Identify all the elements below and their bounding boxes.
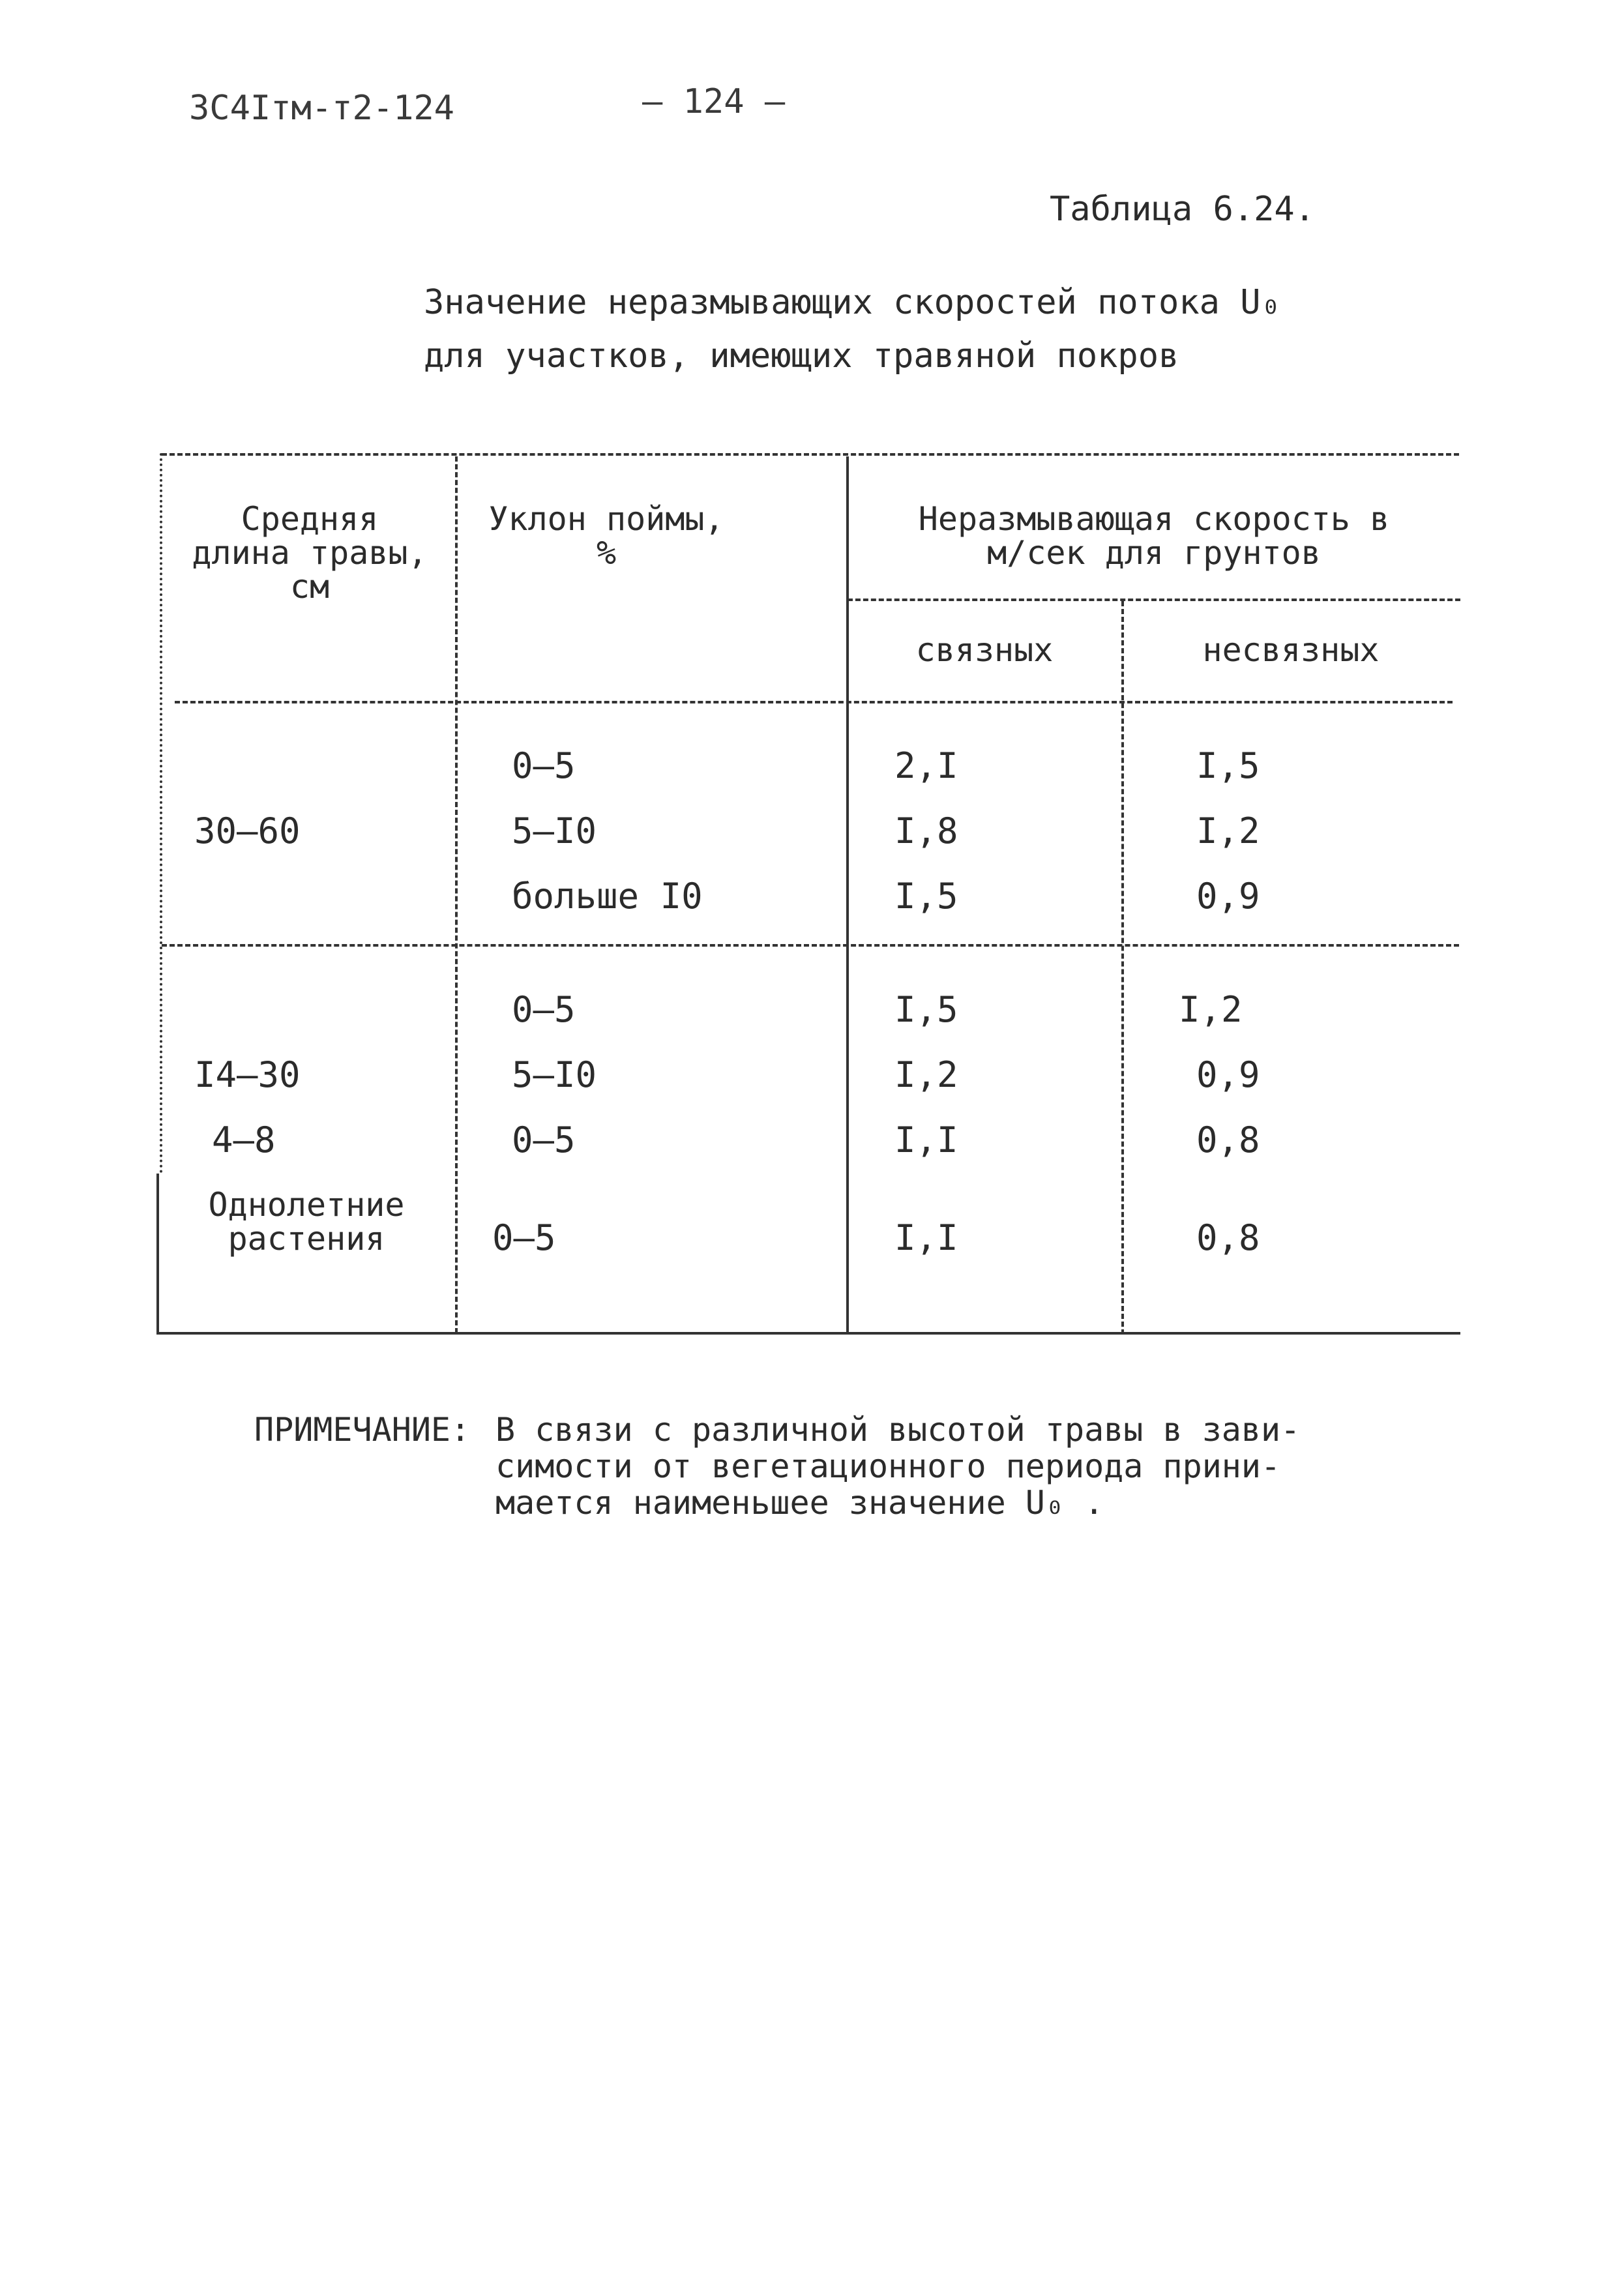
row-2-noncohesive: I,2 [1196, 810, 1260, 851]
note-label: ПРИМЕЧАНИЕ: [254, 1411, 471, 1449]
row-7-noncohesive: 0,8 [1196, 1217, 1260, 1258]
row-7-cohesive: I,I [894, 1217, 958, 1258]
row-5-cohesive: I,2 [894, 1054, 958, 1095]
row-3-cohesive: I,5 [894, 876, 958, 917]
row-7-grass-length: Однолетние растения [208, 1186, 405, 1258]
header-noncohesive: несвязных [1202, 631, 1380, 669]
row-4-noncohesive: I,2 [1179, 989, 1243, 1030]
row-2-cohesive: I,8 [894, 810, 958, 851]
row-6-noncohesive: 0,8 [1196, 1119, 1260, 1160]
column-divider-2 [846, 456, 849, 1333]
header-floodplain-slope: Уклон поймы, % [488, 500, 724, 572]
table-bottom-rule [156, 1332, 1460, 1335]
note-line-1: В связи с различной высотой травы в зави- [495, 1411, 1301, 1449]
row-4-cohesive: I,5 [894, 989, 958, 1030]
row-4-slope: 0–5 [512, 989, 576, 1030]
row-3-slope: больше I0 [512, 876, 703, 917]
row-6-grass-length: 4–8 [212, 1119, 276, 1160]
row-7-slope: 0–5 [492, 1217, 556, 1258]
subheader-rule [848, 599, 1460, 601]
row-6-slope: 0–5 [512, 1119, 576, 1160]
table-number: Таблица 6.24. [1050, 190, 1315, 229]
table-caption-line-1: Значение неразмывающих скоростей потока U₀ [424, 283, 1281, 322]
row-5-slope: 5–I0 [512, 1054, 597, 1095]
column-divider-3 [1121, 601, 1124, 1335]
note-line-3: мается наименьшее значение U₀ . [495, 1484, 1104, 1522]
row-3-noncohesive: 0,9 [1196, 876, 1260, 917]
note-line-2: симости от вегетационного периода прини- [495, 1447, 1281, 1485]
row-2-slope: 5–I0 [512, 810, 597, 851]
row-1-slope: 0–5 [512, 745, 576, 786]
table-top-rule [162, 453, 1459, 456]
page-number: – 124 – [642, 82, 786, 121]
column-divider-1 [455, 456, 458, 1333]
left-border-lower [156, 1174, 159, 1333]
header-velocity: Неразмывающая скорость в м/сек для грунтов [918, 500, 1390, 572]
row-5-noncohesive: 0,9 [1196, 1054, 1260, 1095]
header-grass-length: Средняя длина травы, см [192, 500, 428, 606]
row-6-cohesive: I,I [894, 1119, 958, 1160]
left-border-upper [160, 453, 162, 1174]
group-separator-rule [162, 944, 1459, 947]
row-5-grass-length: I4–30 [194, 1054, 301, 1095]
document-code: 3С4Iтм-т2-124 [189, 89, 454, 128]
header-cohesive: связных [915, 631, 1054, 669]
table-caption-line-2: для участков, имеющих травяной покров [424, 336, 1179, 376]
row-1-cohesive: 2,I [894, 745, 958, 786]
group-1-grass-length: 30–60 [194, 810, 301, 851]
row-1-noncohesive: I,5 [1196, 745, 1260, 786]
header-bottom-rule [175, 701, 1453, 703]
